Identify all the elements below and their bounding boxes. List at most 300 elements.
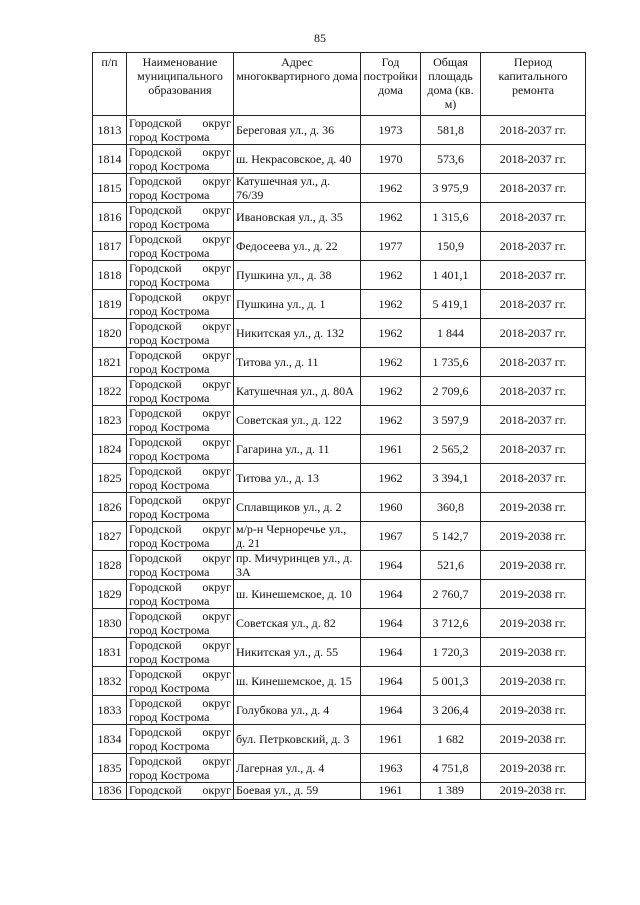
municipality-word-1: Городской	[129, 232, 182, 246]
municipality-word-2: округ	[202, 348, 231, 362]
table-row	[93, 464, 586, 493]
municipality-word-1: Городской	[129, 377, 182, 391]
cell-number	[93, 377, 127, 406]
municipality-word-1: Городской	[129, 551, 182, 565]
house-address: Пушкина ул., д. 1	[236, 297, 326, 311]
repair-period: 2018-2037 гг.	[499, 268, 567, 282]
municipality-line1	[129, 696, 231, 710]
house-address: Сплавщиков ул., д. 2	[236, 500, 342, 514]
total-area: 3 975,9	[432, 181, 469, 195]
cell-municipality	[127, 319, 234, 348]
municipality-word-2: округ	[202, 232, 231, 246]
total-area: 1 720,3	[432, 645, 469, 659]
row-number: 1823	[97, 413, 122, 427]
repair-period: 2018-2037 гг.	[499, 181, 567, 195]
municipality-word-1: Городской	[129, 522, 182, 536]
cell-address	[234, 145, 361, 174]
cell-municipality	[127, 232, 234, 261]
cell-year	[361, 377, 421, 406]
total-area: 5 142,7	[432, 529, 469, 543]
total-area: 1 401,1	[432, 268, 469, 282]
cell-area	[421, 261, 481, 290]
cell-year	[361, 638, 421, 667]
build-year: 1962	[378, 210, 403, 224]
cell-number	[93, 203, 127, 232]
header-area: Общая площадь дома (кв. м)	[421, 53, 481, 116]
cell-area	[421, 290, 481, 319]
table-row	[93, 116, 586, 145]
cell-period	[481, 232, 586, 261]
header-row	[93, 53, 586, 116]
table-row	[93, 406, 586, 435]
municipality-word-2: округ	[202, 203, 231, 217]
build-year: 1964	[378, 703, 403, 717]
cell-year	[361, 145, 421, 174]
cell-period	[481, 609, 586, 638]
house-address: Гагарина ул., д. 11	[236, 442, 330, 456]
cell-address	[234, 377, 361, 406]
municipality-line1	[129, 406, 231, 420]
total-area: 2 760,7	[432, 587, 469, 601]
municipality-line2: город Кострома	[129, 188, 210, 202]
repair-period: 2018-2037 гг.	[499, 326, 567, 340]
housing-register-table	[92, 52, 586, 800]
build-year: 1964	[378, 616, 403, 630]
municipality-line2: город Кострома	[129, 217, 210, 231]
municipality-word-1: Городской	[129, 319, 182, 333]
repair-period: 2019-2038 гг.	[499, 732, 567, 746]
cell-year	[361, 261, 421, 290]
house-address: Катушечная ул., д. 76/39	[236, 174, 331, 202]
header-period: Период капитального ремонта	[481, 53, 586, 116]
house-address: Голубкова ул., д. 4	[236, 703, 330, 717]
house-address: Лагерная ул., д. 4	[236, 761, 325, 775]
row-number: 1827	[97, 529, 122, 543]
page-number: 85	[314, 31, 326, 45]
municipality-word-2: округ	[202, 261, 231, 275]
cell-period	[481, 464, 586, 493]
build-year: 1977	[378, 239, 403, 253]
total-area: 5 001,3	[432, 674, 469, 688]
repair-period: 2018-2037 гг.	[499, 471, 567, 485]
municipality-word-1: Городской	[129, 696, 182, 710]
municipality-line2: город Кострома	[129, 391, 210, 405]
house-address: Пушкина ул., д. 38	[236, 268, 332, 282]
house-address: ш. Кинешемское, д. 10	[236, 587, 352, 601]
municipality-word-2: округ	[202, 406, 231, 420]
total-area: 3 206,4	[432, 703, 469, 717]
build-year: 1961	[378, 732, 403, 746]
repair-period: 2019-2038 гг.	[499, 558, 567, 572]
cell-area	[421, 522, 481, 551]
table-row	[93, 232, 586, 261]
repair-period: 2018-2037 гг.	[499, 123, 567, 137]
cell-area	[421, 464, 481, 493]
municipality-line2: город Кострома	[129, 362, 210, 376]
cell-area	[421, 348, 481, 377]
cell-municipality	[127, 580, 234, 609]
municipality-word-1: Городской	[129, 406, 182, 420]
cell-address	[234, 348, 361, 377]
municipality-line2: город Кострома	[129, 536, 210, 550]
table-row	[93, 348, 586, 377]
cell-year	[361, 609, 421, 638]
total-area: 573,6	[437, 152, 464, 166]
municipality-word-1: Городской	[129, 464, 182, 478]
cell-period	[481, 435, 586, 464]
table-row	[93, 609, 586, 638]
table-row	[93, 493, 586, 522]
municipality-line1	[129, 551, 231, 565]
repair-period: 2019-2038 гг.	[499, 529, 567, 543]
municipality-line1	[129, 116, 231, 130]
repair-period: 2018-2037 гг.	[499, 152, 567, 166]
cell-year	[361, 232, 421, 261]
municipality-word-1: Городской	[129, 145, 182, 159]
row-number: 1818	[97, 268, 122, 282]
cell-number	[93, 667, 127, 696]
house-address: Федосеева ул., д. 22	[236, 239, 338, 253]
cell-number	[93, 232, 127, 261]
cell-area	[421, 580, 481, 609]
municipality-word-1: Городской	[129, 203, 182, 217]
cell-area	[421, 638, 481, 667]
municipality-line2: город Кострома	[129, 739, 210, 753]
cell-year	[361, 406, 421, 435]
municipality-word-1: Городской	[129, 725, 182, 739]
municipality-word-1: Городской	[129, 493, 182, 507]
build-year: 1962	[378, 355, 403, 369]
total-area: 4 751,8	[432, 761, 469, 775]
cell-period	[481, 319, 586, 348]
municipality-word-1: Городской	[129, 261, 182, 275]
table-row	[93, 145, 586, 174]
cell-area	[421, 435, 481, 464]
cell-municipality	[127, 261, 234, 290]
house-address: Никитская ул., д. 132	[236, 326, 345, 340]
cell-year	[361, 174, 421, 203]
total-area: 1 844	[437, 326, 464, 340]
municipality-word-1: Городской	[129, 116, 182, 130]
house-address: бул. Петрковский, д. 3	[236, 732, 350, 746]
cell-number	[93, 145, 127, 174]
cell-number	[93, 464, 127, 493]
row-number: 1824	[97, 442, 122, 456]
build-year: 1962	[378, 297, 403, 311]
build-year: 1962	[378, 268, 403, 282]
row-number: 1835	[97, 761, 122, 775]
cell-address	[234, 406, 361, 435]
municipality-line1	[129, 609, 231, 623]
cell-year	[361, 116, 421, 145]
cell-municipality	[127, 435, 234, 464]
municipality-line1	[129, 261, 231, 275]
cell-number	[93, 435, 127, 464]
cell-number	[93, 609, 127, 638]
cell-period	[481, 261, 586, 290]
repair-period: 2018-2037 гг.	[499, 297, 567, 311]
total-area: 581,8	[437, 123, 464, 137]
row-number: 1820	[97, 326, 122, 340]
house-address: Катушечная ул., д. 80А	[236, 384, 354, 398]
cell-year	[361, 696, 421, 725]
cell-address	[234, 609, 361, 638]
total-area: 1 389	[437, 783, 464, 797]
cell-number	[93, 638, 127, 667]
cell-period	[481, 377, 586, 406]
cell-address	[234, 232, 361, 261]
municipality-word-2: округ	[202, 754, 231, 768]
municipality-word-2: округ	[202, 551, 231, 565]
house-address: пр. Мичуринцев ул., д. 3А	[236, 551, 353, 579]
cell-number	[93, 290, 127, 319]
table-row	[93, 696, 586, 725]
header-year: Год постройки дома	[361, 53, 421, 116]
total-area: 3 394,1	[432, 471, 469, 485]
cell-address	[234, 696, 361, 725]
row-number: 1831	[97, 645, 122, 659]
municipality-line1	[129, 145, 231, 159]
table-row	[93, 435, 586, 464]
municipality-word-1: Городской	[129, 783, 182, 797]
municipality-line2: город Кострома	[129, 623, 210, 637]
municipality-line2: город Кострома	[129, 565, 210, 579]
cell-year	[361, 348, 421, 377]
municipality-word-2: округ	[202, 725, 231, 739]
total-area: 1 682	[437, 732, 464, 746]
cell-area	[421, 493, 481, 522]
build-year: 1964	[378, 558, 403, 572]
table-row	[93, 667, 586, 696]
cell-period	[481, 290, 586, 319]
cell-period	[481, 203, 586, 232]
total-area: 3 712,6	[432, 616, 469, 630]
repair-period: 2019-2038 гг.	[499, 587, 567, 601]
cell-number	[93, 406, 127, 435]
cell-area	[421, 174, 481, 203]
table-row	[93, 377, 586, 406]
repair-period: 2019-2038 гг.	[499, 783, 567, 797]
total-area: 360,8	[437, 500, 464, 514]
build-year: 1964	[378, 645, 403, 659]
municipality-line1	[129, 580, 231, 594]
build-year: 1962	[378, 471, 403, 485]
municipality-line1	[129, 754, 231, 768]
house-address: Советская ул., д. 82	[236, 616, 336, 630]
header-num: п/п	[93, 53, 127, 116]
total-area: 1 735,6	[432, 355, 469, 369]
municipality-line2: город Кострома	[129, 710, 210, 724]
row-number: 1813	[97, 123, 122, 137]
cell-address	[234, 435, 361, 464]
municipality-line1	[129, 783, 231, 797]
cell-address	[234, 464, 361, 493]
cell-area	[421, 783, 481, 800]
cell-year	[361, 290, 421, 319]
table-row	[93, 551, 586, 580]
header-address: Адрес многоквартирного дома	[234, 53, 361, 116]
municipality-word-1: Городской	[129, 174, 182, 188]
cell-address	[234, 725, 361, 754]
cell-municipality	[127, 203, 234, 232]
cell-number	[93, 580, 127, 609]
total-area: 3 597,9	[432, 413, 469, 427]
cell-year	[361, 435, 421, 464]
row-number: 1825	[97, 471, 122, 485]
header-municipality: Наименование муниципального образования	[127, 53, 234, 116]
house-address: ш. Некрасовское, д. 40	[236, 152, 352, 166]
total-area: 150,9	[437, 239, 464, 253]
cell-area	[421, 377, 481, 406]
cell-area	[421, 145, 481, 174]
table-body	[93, 116, 586, 800]
table-row	[93, 754, 586, 783]
cell-period	[481, 667, 586, 696]
cell-year	[361, 725, 421, 754]
build-year: 1962	[378, 413, 403, 427]
cell-area	[421, 754, 481, 783]
municipality-word-2: округ	[202, 145, 231, 159]
build-year: 1964	[378, 674, 403, 688]
cell-year	[361, 580, 421, 609]
municipality-word-1: Городской	[129, 638, 182, 652]
cell-number	[93, 261, 127, 290]
cell-period	[481, 522, 586, 551]
row-number: 1817	[97, 239, 122, 253]
table-row	[93, 638, 586, 667]
cell-year	[361, 464, 421, 493]
municipality-line2: город Кострома	[129, 681, 210, 695]
house-address: Боевая ул., д. 59	[236, 783, 319, 797]
row-number: 1819	[97, 297, 122, 311]
municipality-word-2: округ	[202, 464, 231, 478]
municipality-word-1: Городской	[129, 435, 182, 449]
municipality-line1	[129, 348, 231, 362]
house-address: ш. Кинешемское, д. 15	[236, 674, 352, 688]
cell-municipality	[127, 725, 234, 754]
row-number: 1836	[97, 783, 122, 797]
cell-period	[481, 551, 586, 580]
table-row	[93, 783, 586, 800]
cell-municipality	[127, 638, 234, 667]
repair-period: 2018-2037 гг.	[499, 442, 567, 456]
municipality-line2: город Кострома	[129, 594, 210, 608]
repair-period: 2019-2038 гг.	[499, 500, 567, 514]
house-address: Ивановская ул., д. 35	[236, 210, 343, 224]
municipality-word-2: округ	[202, 580, 231, 594]
cell-number	[93, 174, 127, 203]
cell-address	[234, 667, 361, 696]
cell-area	[421, 551, 481, 580]
cell-municipality	[127, 696, 234, 725]
build-year: 1961	[378, 442, 403, 456]
cell-address	[234, 290, 361, 319]
cell-period	[481, 406, 586, 435]
cell-municipality	[127, 145, 234, 174]
municipality-line2: город Кострома	[129, 449, 210, 463]
build-year: 1962	[378, 181, 403, 195]
cell-area	[421, 319, 481, 348]
row-number: 1821	[97, 355, 122, 369]
table-row	[93, 725, 586, 754]
cell-municipality	[127, 116, 234, 145]
municipality-line2: город Кострома	[129, 304, 210, 318]
repair-period: 2019-2038 гг.	[499, 703, 567, 717]
municipality-word-1: Городской	[129, 580, 182, 594]
row-number: 1826	[97, 500, 122, 514]
build-year: 1963	[378, 761, 403, 775]
municipality-word-1: Городской	[129, 754, 182, 768]
cell-year	[361, 203, 421, 232]
table-header	[93, 53, 586, 116]
row-number: 1828	[97, 558, 122, 572]
build-year: 1970	[378, 152, 403, 166]
total-area: 1 315,6	[432, 210, 469, 224]
row-number: 1834	[97, 732, 122, 746]
house-address: м/р-н Черноречье ул., д. 21	[236, 522, 347, 550]
house-address: Советская ул., д. 122	[236, 413, 342, 427]
municipality-word-2: округ	[202, 493, 231, 507]
table-row	[93, 261, 586, 290]
cell-area	[421, 232, 481, 261]
row-number: 1822	[97, 384, 122, 398]
cell-number	[93, 551, 127, 580]
row-number: 1833	[97, 703, 122, 717]
build-year: 1962	[378, 384, 403, 398]
cell-municipality	[127, 406, 234, 435]
municipality-line2: город Кострома	[129, 333, 210, 347]
municipality-word-2: округ	[202, 319, 231, 333]
cell-period	[481, 145, 586, 174]
table-row	[93, 174, 586, 203]
cell-address	[234, 319, 361, 348]
repair-period: 2019-2038 гг.	[499, 645, 567, 659]
cell-municipality	[127, 522, 234, 551]
cell-period	[481, 580, 586, 609]
cell-address	[234, 261, 361, 290]
cell-number	[93, 493, 127, 522]
cell-year	[361, 319, 421, 348]
cell-address	[234, 203, 361, 232]
repair-period: 2018-2037 гг.	[499, 384, 567, 398]
table-row	[93, 203, 586, 232]
cell-period	[481, 783, 586, 800]
cell-area	[421, 696, 481, 725]
build-year: 1964	[378, 587, 403, 601]
cell-number	[93, 348, 127, 377]
repair-period: 2019-2038 гг.	[499, 674, 567, 688]
cell-period	[481, 493, 586, 522]
cell-number	[93, 696, 127, 725]
house-address: Титова ул., д. 11	[236, 355, 319, 369]
table-row	[93, 580, 586, 609]
municipality-line1	[129, 464, 231, 478]
repair-period: 2019-2038 гг.	[499, 616, 567, 630]
cell-municipality	[127, 783, 234, 800]
municipality-word-1: Городской	[129, 667, 182, 681]
cell-area	[421, 609, 481, 638]
municipality-word-1: Городской	[129, 609, 182, 623]
cell-period	[481, 696, 586, 725]
cell-number	[93, 522, 127, 551]
cell-number	[93, 116, 127, 145]
row-number: 1816	[97, 210, 122, 224]
cell-area	[421, 406, 481, 435]
total-area: 521,6	[437, 558, 464, 572]
table-row	[93, 290, 586, 319]
municipality-word-2: округ	[202, 174, 231, 188]
repair-period: 2019-2038 гг.	[499, 761, 567, 775]
